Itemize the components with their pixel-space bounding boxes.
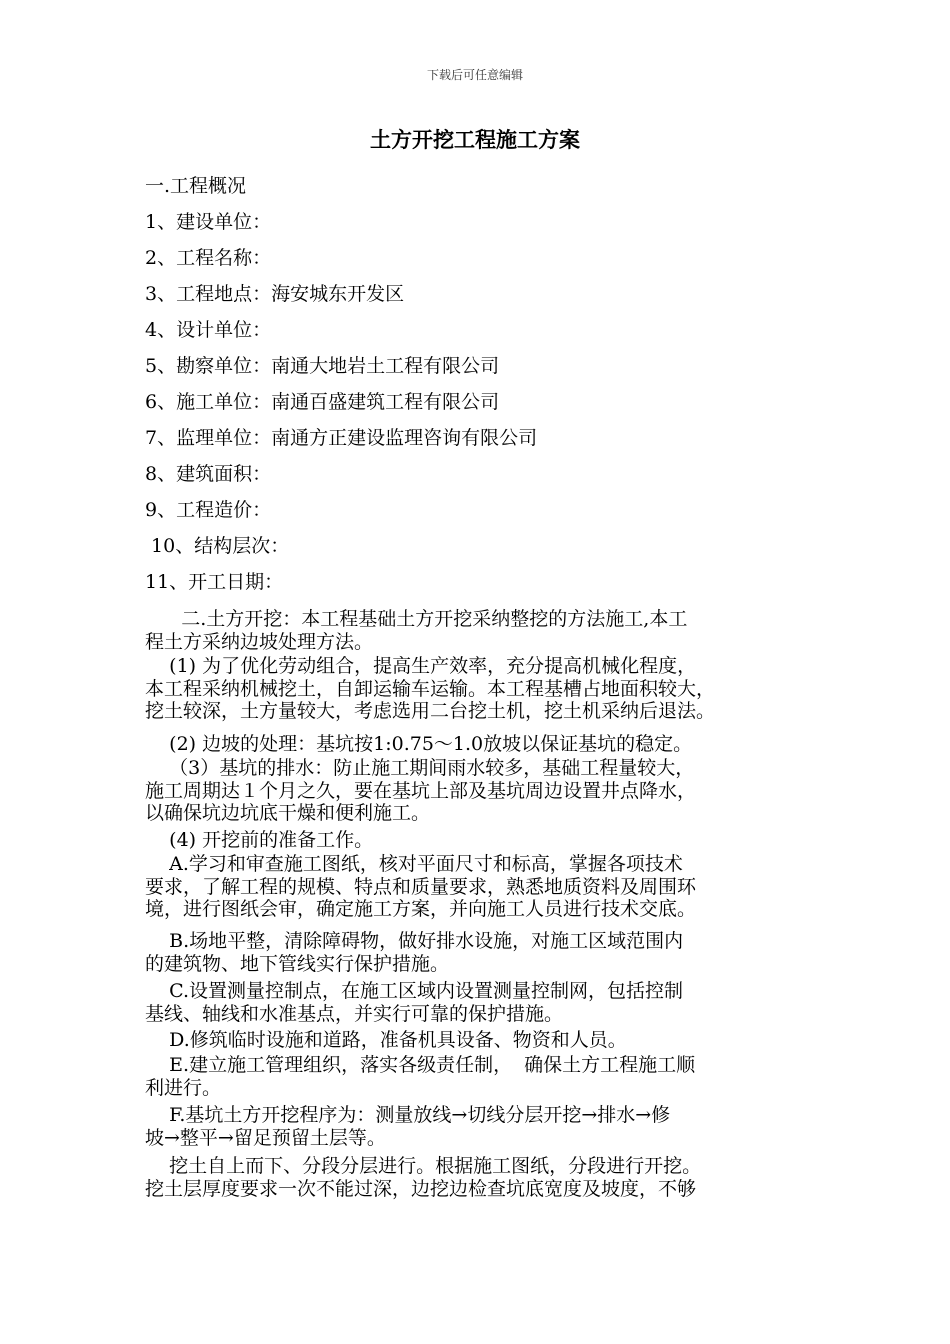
info-structure-levels: 10、结构层次： xyxy=(145,535,290,557)
paragraph-item-d xyxy=(145,1029,810,1052)
text-line: B.场地平整，清除障碍物，做好排水设施，对施工区域范围内 xyxy=(145,930,684,952)
text-line: 本工程采纳机械挖土，自卸运输车运输。本工程基槽占地面积较大， xyxy=(145,677,716,700)
text-line: E.建立施工管理组织，落实各级责任制， 确保土方工程施工顺 xyxy=(145,1054,696,1076)
document-title: 土方开挖工程施工方案 xyxy=(370,127,580,152)
paragraph-item-4 xyxy=(145,829,810,852)
text-line: 利进行。 xyxy=(145,1076,222,1099)
text-line: A.学习和审查施工图纸，核对平面尺寸和标高，掌握各项技术 xyxy=(145,853,683,875)
info-project-name: 2、工程名称： xyxy=(145,247,272,269)
info-supervisor: 7、监理单位：南通方正建设监理咨询有限公司 xyxy=(145,427,538,449)
paragraph-item-c xyxy=(145,980,810,1025)
paragraph-item-1 xyxy=(145,655,810,723)
info-contractor: 6、施工单位：南通百盛建筑工程有限公司 xyxy=(145,391,500,413)
text-line: 的建筑物、地下管线实行保护措施。 xyxy=(145,952,450,975)
text-line: (1) 为了优化劳动组合，提高生产效率，充分提高机械化程度， xyxy=(145,655,697,677)
page-header-watermark: 下载后可任意编辑 xyxy=(426,68,523,82)
text-line: 二.土方开挖：本工程基础土方开挖采纳整挖的方法施工,本工 xyxy=(145,608,688,630)
text-line: 以确保坑边坑底干燥和便利施工。 xyxy=(145,802,431,824)
info-design-unit: 4、设计单位： xyxy=(145,319,272,341)
paragraph-earthwork-intro xyxy=(145,608,810,653)
info-construction-unit: 1、建设单位： xyxy=(145,211,272,233)
paragraph-excavation xyxy=(145,1155,810,1200)
paragraph-item-a xyxy=(145,853,810,921)
paragraph-item-2 xyxy=(145,733,810,756)
text-line: (4) 开挖前的准备工作。 xyxy=(145,829,374,851)
info-project-location: 3、工程地点：海安城东开发区 xyxy=(145,283,405,305)
text-line: 坡→整平→留足预留土层等。 xyxy=(145,1126,386,1149)
text-line: （3）基坑的排水：防止施工期间雨水较多，基础工程量较大， xyxy=(145,757,695,779)
info-project-cost: 9、工程造价： xyxy=(145,499,272,521)
paragraph-item-b xyxy=(145,930,810,975)
text-line: F.基坑土方开挖程序为：测量放线→切线分层开挖→排水→修 xyxy=(145,1104,671,1126)
text-line: 境，进行图纸会审，确定施工方案，并向施工人员进行技术交底。 xyxy=(145,898,697,920)
text-line: 要求，了解工程的规模、特点和质量要求，熟悉地质资料及周围环 xyxy=(145,875,697,898)
text-line: 施工周期达１个月之久，要在基坑上部及基坑周边设置井点降水， xyxy=(145,779,697,802)
text-line: 程土方采纳边坡处理方法。 xyxy=(145,630,374,653)
paragraph-item-e xyxy=(145,1054,810,1099)
text-line: 挖土自上而下、分段分层进行。根据施工图纸，分段进行开挖。 xyxy=(145,1155,702,1177)
text-line: C.设置测量控制点，在施工区域内设置测量控制网，包括控制 xyxy=(145,980,684,1002)
text-line: 挖土较深，土方量较大，考虑选用二台挖土机，挖土机采纳后退法。 xyxy=(145,700,716,722)
info-survey-unit: 5、勘察单位：南通大地岩土工程有限公司 xyxy=(145,355,500,377)
text-line: 基线、轴线和水准基点，并实行可靠的保护措施。 xyxy=(145,1002,564,1025)
text-line: (2) 边坡的处理：基坑按1:0.75～1.0放坡以保证基坑的稳定。 xyxy=(145,733,693,755)
paragraph-item-3 xyxy=(145,757,810,825)
section-heading-overview: 一.工程概况 xyxy=(145,175,247,197)
text-line: D.修筑临时设施和道路，准备机具设备、物资和人员。 xyxy=(145,1029,627,1051)
paragraph-item-f xyxy=(145,1104,810,1149)
info-building-area: 8、建筑面积： xyxy=(145,463,272,485)
text-line: 挖土层厚度要求一次不能过深，边挖边检查坑底宽度及坡度，不够 xyxy=(145,1177,697,1200)
info-start-date: 11、开工日期： xyxy=(145,571,284,593)
